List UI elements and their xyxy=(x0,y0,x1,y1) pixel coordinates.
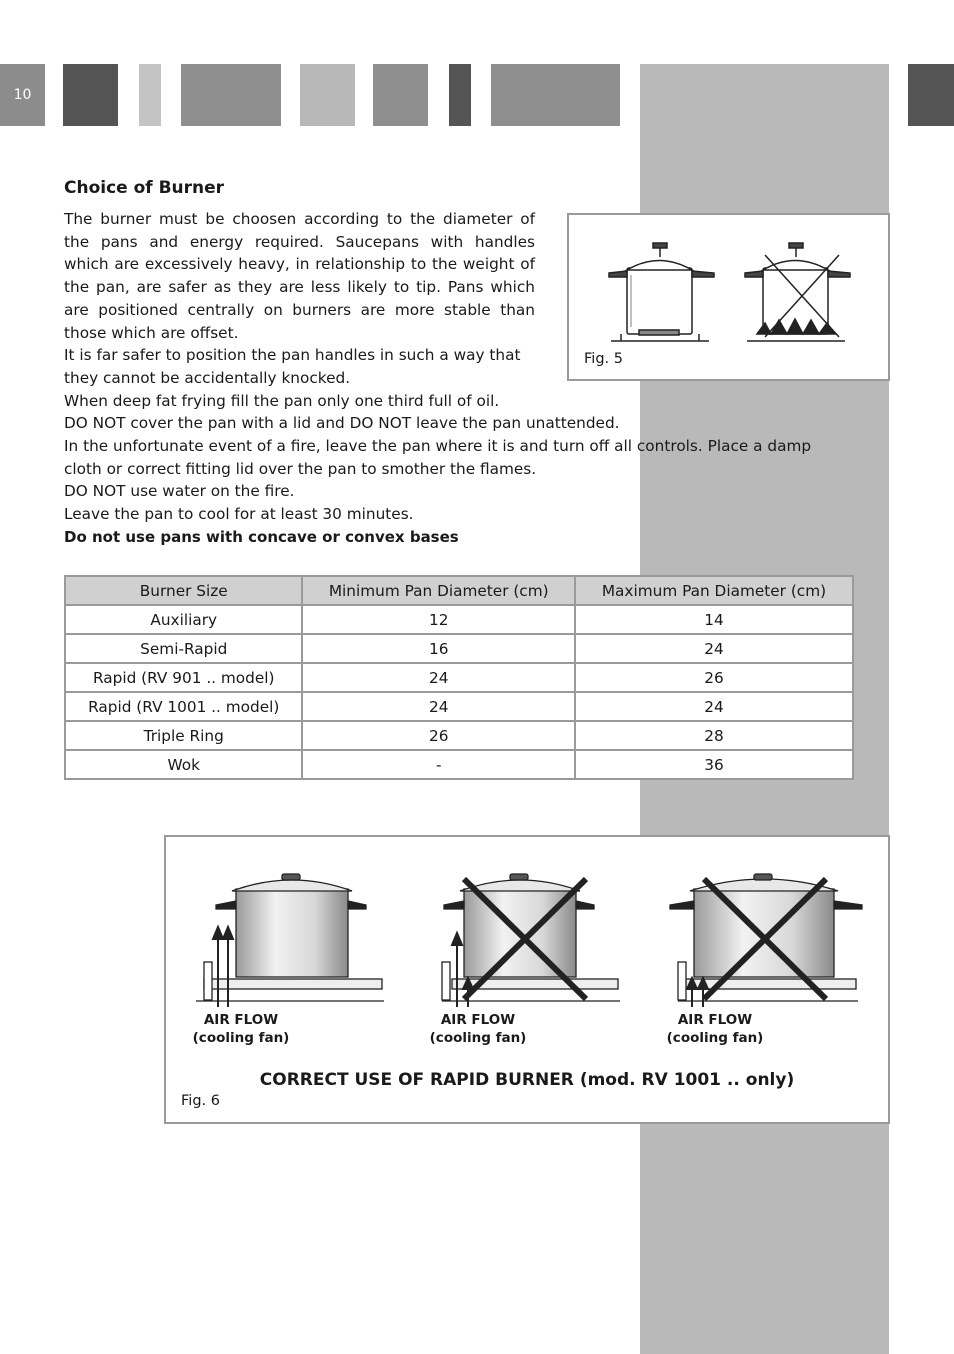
header-block xyxy=(908,64,954,126)
airflow-line1: AIR FLOW xyxy=(677,1012,753,1028)
table-cell: 24 xyxy=(302,692,574,721)
table-cell: 16 xyxy=(302,634,574,663)
table-cell: Triple Ring xyxy=(65,721,302,750)
paragraph: The burner must be choosen according to the diameter of the pans and energy required. Saucepans with handles which are excessively heavy, in relationship to the weight of the pan, are safer as they are less likely to tip. Pans which are positioned centrally on burners are more stable than those which are offset. xyxy=(64,210,535,342)
table-header-row xyxy=(65,576,853,605)
table-row xyxy=(65,692,853,721)
figure-label: Fig. 6 xyxy=(181,1093,220,1109)
burner-table xyxy=(64,575,854,780)
table-cell: 24 xyxy=(575,692,853,721)
figure-5 xyxy=(567,213,890,381)
paragraph: It is far safer to position the pan handles in such a way that they cannot be accidentally knocked. xyxy=(64,346,521,387)
incorrect-pan-icon xyxy=(745,243,850,341)
airflow-label xyxy=(650,1011,780,1047)
table-cell: 26 xyxy=(575,663,853,692)
airflow-line2: (cooling fan) xyxy=(192,1030,290,1046)
paragraph: DO NOT use water on the fire. xyxy=(64,482,295,501)
table-cell: Rapid (RV 901 .. model) xyxy=(65,663,302,692)
table-row xyxy=(65,663,853,692)
page-number: 10 xyxy=(0,64,45,126)
table-cell: 12 xyxy=(302,605,574,634)
header-block xyxy=(373,64,428,126)
section-title: Choice of Burner xyxy=(64,178,225,198)
table-cell: 24 xyxy=(302,663,574,692)
column-header: Maximum Pan Diameter (cm) xyxy=(575,576,853,605)
table-cell: 14 xyxy=(575,605,853,634)
airflow-line1: AIR FLOW xyxy=(440,1012,516,1028)
header-block xyxy=(491,64,620,126)
header-block xyxy=(300,64,355,126)
table-cell: 24 xyxy=(575,634,853,663)
airflow-label xyxy=(176,1011,306,1047)
airflow-line1: AIR FLOW xyxy=(203,1012,279,1028)
airflow-line2: (cooling fan) xyxy=(429,1030,527,1046)
figure-6 xyxy=(164,835,890,1124)
figure-title: CORRECT USE OF RAPID BURNER (mod. RV 1001 .. only) xyxy=(259,1070,795,1090)
figure-label: Fig. 5 xyxy=(584,351,623,367)
paragraph: Leave the pan to cool for at least 30 minutes. xyxy=(64,505,414,524)
table-row xyxy=(65,605,853,634)
paragraph: DO NOT cover the pan with a lid and DO NOT leave the pan unattended. xyxy=(64,414,620,433)
table-cell: 36 xyxy=(575,750,853,779)
table-cell: 28 xyxy=(575,721,853,750)
paragraph: When deep fat frying fill the pan only one third full of oil. xyxy=(64,391,500,410)
table-cell: 26 xyxy=(302,721,574,750)
table-cell: - xyxy=(302,750,574,779)
airflow-arrow-icon xyxy=(213,927,233,1007)
correct-pan-icon xyxy=(609,243,714,341)
subheading: Do not use pans with concave or convex bases xyxy=(64,528,459,546)
airflow-label xyxy=(413,1011,543,1047)
header-block xyxy=(63,64,118,126)
airflow-line2: (cooling fan) xyxy=(666,1030,764,1046)
table-cell: Wok xyxy=(65,750,302,779)
header-block xyxy=(139,64,161,126)
table-row xyxy=(65,750,853,779)
column-header: Burner Size xyxy=(65,576,302,605)
header-block xyxy=(449,64,471,126)
header-block xyxy=(181,64,281,126)
table-cell: Semi-Rapid xyxy=(65,634,302,663)
table-row xyxy=(65,634,853,663)
table-cell: Rapid (RV 1001 .. model) xyxy=(65,692,302,721)
rapid-burner-illustration xyxy=(166,837,888,1017)
column-header: Minimum Pan Diameter (cm) xyxy=(302,576,574,605)
table-cell: Auxiliary xyxy=(65,605,302,634)
paragraph: In the unfortunate event of a fire, leave the pan where it is and turn off all controls. Place a damp cloth or correct fitting lid over the pan to smother the flames. xyxy=(64,437,812,478)
table-row xyxy=(65,721,853,750)
